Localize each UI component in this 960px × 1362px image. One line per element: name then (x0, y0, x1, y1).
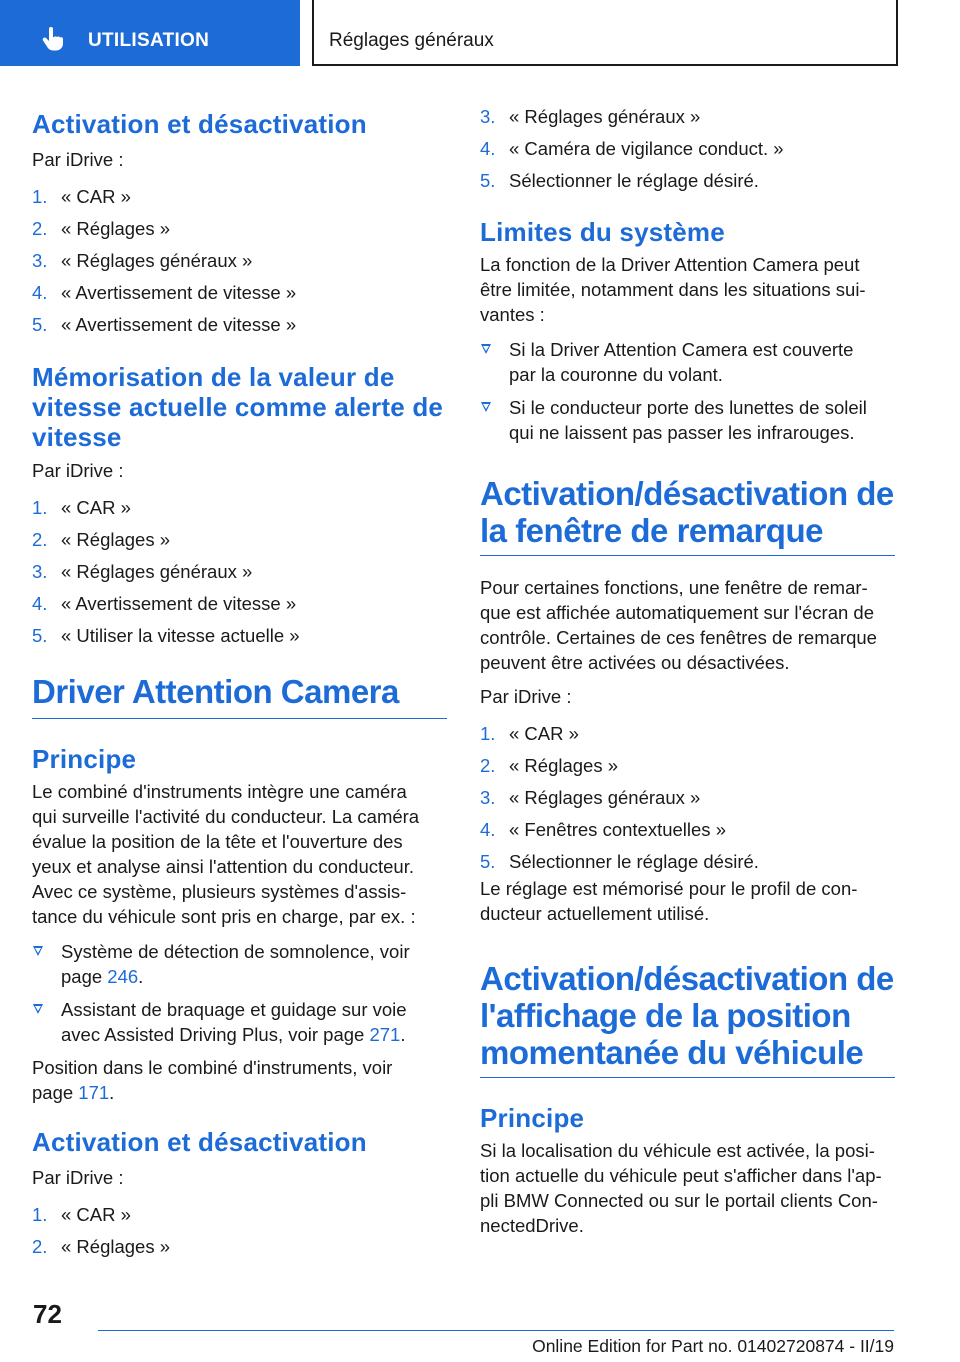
list-item: 4. « Avertissement de vitesse » (32, 282, 297, 303)
left-column (32, 100, 447, 1266)
steps-list (32, 495, 447, 655)
heading-driver-attention-camera: Driver Attention Camera (32, 673, 399, 710)
idrive-intro: Par iDrive : (32, 149, 124, 170)
heading-principe: Principe (480, 1103, 585, 1133)
list-item: 3. « Réglages généraux » (480, 106, 701, 127)
list-item: Assistant de braquage et guidage sur voie avec Assisted Driving Plus, voir page 271. (32, 997, 447, 1047)
heading-activation: Activation et désactivation (32, 1127, 367, 1157)
list-item: 2. « Réglages » (480, 755, 619, 776)
idrive-intro: Par iDrive : (32, 1167, 124, 1188)
list-item: Si le conducteur porte des lunettes de soleil qui ne laissent pas passer les infrarouges. (480, 395, 895, 445)
chapter-tab-label: UTILISATION (88, 30, 210, 51)
edition-note: Online Edition for Part no. 01402720874 - II/19 (532, 1336, 894, 1356)
chapter-tab (0, 0, 300, 66)
position-paragraph: Position dans le combiné d'instruments, voir page 171. (32, 1057, 393, 1103)
steps-list (32, 184, 447, 344)
list-item: 2. « Réglages » (32, 1236, 171, 1257)
section-title: Réglages généraux (329, 30, 494, 51)
triangle-bullet-icon (481, 402, 491, 412)
triangle-bullet-icon (33, 946, 43, 956)
list-item: 5. « Utiliser la vitesse actuelle » (32, 625, 300, 646)
hand-pointer-icon (40, 26, 66, 52)
list-item: 1. « CAR » (480, 723, 579, 744)
list-item: 4. « Avertissement de vitesse » (32, 593, 297, 614)
list-item: 3. « Réglages généraux » (32, 561, 253, 582)
limits-paragraph: La fonction de la Driver Attention Camera peut être limitée, notamment dans les situations sui- vantes : (480, 254, 866, 325)
list-item: 4. « Caméra de vigilance conduct. » (480, 138, 784, 159)
window-outro: Le réglage est mémorisé pour le profil de con- ducteur actuellement utilisé. (480, 878, 858, 924)
triangle-bullet-icon (33, 1004, 43, 1014)
page-link[interactable]: 246 (107, 966, 139, 987)
list-item: 3. « Réglages généraux » (32, 250, 253, 271)
page-link[interactable]: 271 (369, 1024, 401, 1045)
steps-list (480, 104, 895, 200)
heading-activation: Activation et désactivation (32, 109, 367, 139)
idrive-intro: Par iDrive : (32, 460, 124, 481)
list-item: 1. « CAR » (32, 1204, 131, 1225)
list-item: 5. Sélectionner le réglage désiré. (480, 851, 759, 872)
section-header (312, 0, 898, 66)
list-item: 2. « Réglages » (32, 529, 171, 550)
list-item: 1. « CAR » (32, 186, 131, 207)
list-item: 4. « Fenêtres contextuelles » (480, 819, 726, 840)
steps-list (480, 721, 895, 876)
footer-rule (98, 1330, 894, 1331)
list-item: 2. « Réglages » (32, 218, 171, 239)
list-item: 1. « CAR » (32, 497, 131, 518)
list-item: 3. « Réglages généraux » (480, 787, 701, 808)
list-item: 5. Sélectionner le réglage désiré. (480, 170, 759, 191)
heading-affichage-position: Activation/désactivation de l'affichage de la position momentanée du véhicule (480, 960, 894, 1071)
bullet-list (480, 337, 895, 445)
window-paragraph: Pour certaines fonctions, une fenêtre de remar- que est affichée automatiquement sur l'écran de contrôle. Certaines de ces fenêtres de remarque peuvent être activées ou désactivées. (480, 577, 877, 673)
bullet-list (32, 939, 447, 1047)
heading-principe: Principe (32, 744, 137, 774)
heading-fenetre-remarque: Activation/désactivation de la fenêtre de remarque (480, 475, 894, 549)
triangle-bullet-icon (481, 344, 491, 354)
list-item: Si la Driver Attention Camera est couverte par la couronne du volant. (480, 337, 895, 387)
principe-paragraph: Le combiné d'instruments intègre une caméra qui surveille l'activité du conducteur. La caméra évalue la position de la tête et l'ouverture des yeux et analyse ainsi l'attention du conducteur. Avec ce système, plusieurs systèmes d'assis- tance du véhicule sont pris en charge, par ex. : (32, 781, 420, 927)
list-item: Système de détection de somnolence, voir page 246. (32, 939, 447, 989)
right-column (480, 100, 895, 1238)
heading-limites: Limites du système (480, 217, 725, 247)
heading-memorisation: Mémorisation de la valeur de vitesse actuelle comme alerte de vitesse (32, 362, 444, 452)
list-item: 5. « Avertissement de vitesse » (32, 314, 297, 335)
page-link[interactable]: 171 (78, 1082, 110, 1103)
page-number: 72 (33, 1299, 62, 1329)
steps-list (32, 1202, 447, 1266)
idrive-intro: Par iDrive : (480, 686, 572, 707)
principe-paragraph: Si la localisation du véhicule est activée, la posi- tion actuelle du véhicule peut s'afficher dans l'ap- pli BMW Connected ou sur le portail clients Con- nectedDrive. (480, 1140, 882, 1236)
